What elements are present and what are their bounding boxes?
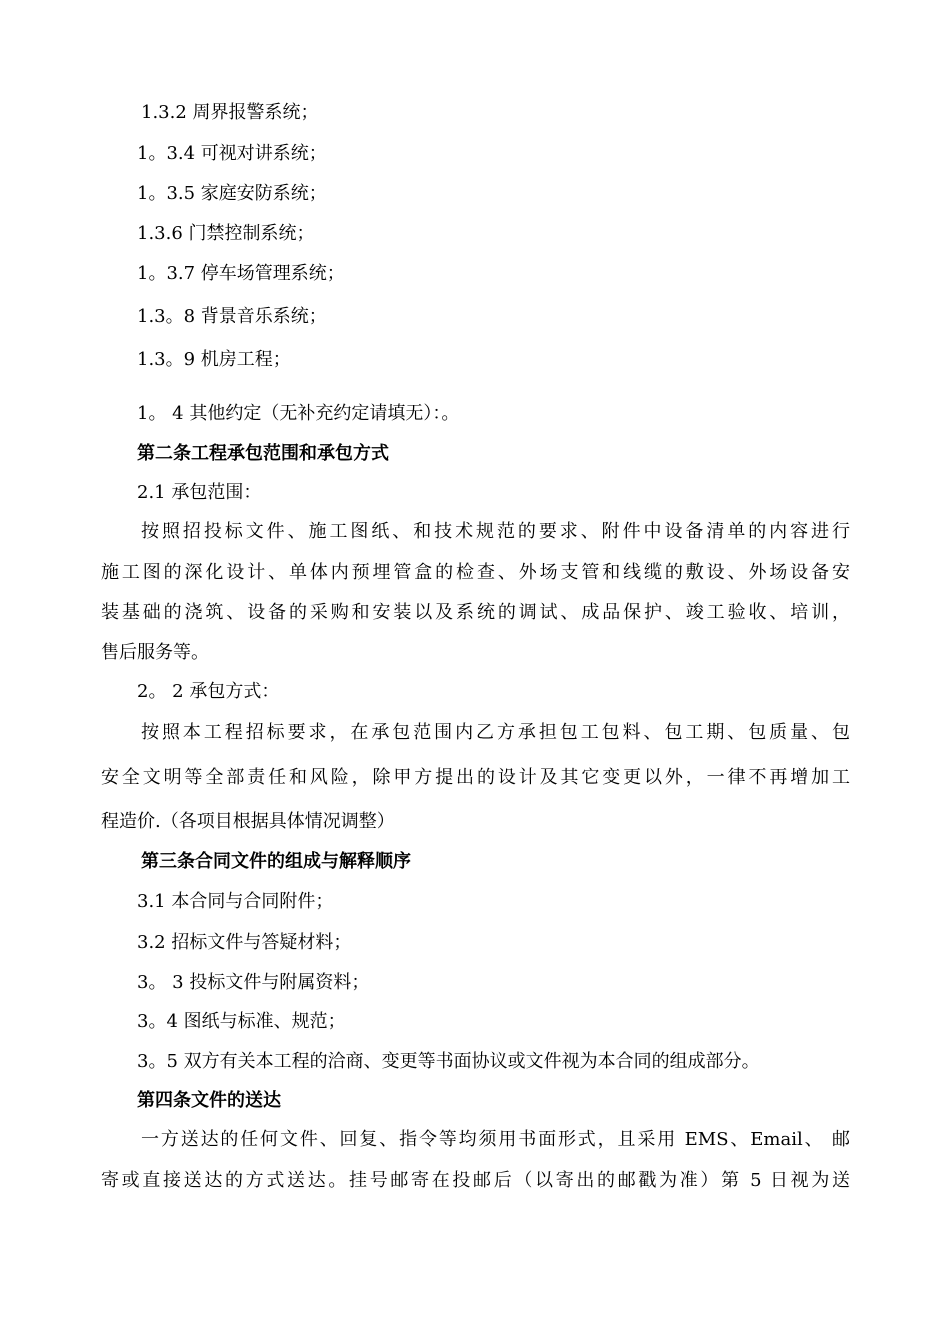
item-3-3: 3。 3 投标文件与附属资料；	[137, 972, 370, 993]
item-1-3-6: 1.3.6 门禁控制系统；	[137, 223, 315, 244]
item-2-1: 2.1 承包范围：	[137, 482, 262, 503]
scope-text-line-3: 装基础的浇筑、设备的采购和安装以及系统的调试、成品保护、竣工验收、培训，	[101, 602, 850, 623]
item-2-2: 2。 2 承包方式：	[137, 681, 280, 702]
contract-mode-line-2: 安全文明等全部责任和风险，除甲方提出的设计及其它变更以外，一律不再增加工	[101, 767, 850, 788]
heading-article-2: 第二条工程承包范围和承包方式	[137, 443, 389, 464]
item-1-4: 1。 4 其他约定（无补充约定请填无）：。	[137, 403, 460, 424]
delivery-text-line-2: 寄或直接送达的方式送达。挂号邮寄在投邮后（以寄出的邮戳为准）第 5 日视为送	[101, 1170, 850, 1191]
contract-mode-line-3: 程造价.（各项目根据具体情况调整）	[101, 811, 395, 832]
item-1-3-5: 1。3.5 家庭安防系统；	[137, 183, 327, 204]
delivery-text-line-1: 一方送达的任何文件、回复、指令等均须用书面形式，且采用 EMS、Email、 邮	[141, 1129, 850, 1150]
heading-article-3: 第三条合同文件的组成与解释顺序	[141, 851, 411, 872]
item-3-2: 3.2 招标文件与答疑材料；	[137, 932, 352, 953]
scope-text-line-1: 按照招投标文件、施工图纸、和技术规范的要求、附件中设备清单的内容进行	[141, 521, 850, 542]
item-1-3-7: 1。3.7 停车场管理系统；	[137, 263, 345, 284]
item-1-3-8: 1.3。8 背景音乐系统；	[137, 306, 327, 327]
contract-mode-line-1: 按照本工程招标要求，在承包范围内乙方承担包工包料、包工期、包质量、包	[141, 722, 850, 743]
item-3-1: 3.1 本合同与合同附件；	[137, 891, 334, 912]
scope-text-line-2: 施工图的深化设计、单体内预埋管盒的检查、外场支管和线缆的敷设、外场设备安	[101, 562, 850, 583]
item-1-3-2: 1.3.2 周界报警系统；	[141, 102, 319, 123]
item-3-5: 3。5 双方有关本工程的洽商、变更等书面协议或文件视为本合同的组成部分。	[137, 1051, 760, 1072]
item-1-3-4: 1。3.4 可视对讲系统；	[137, 143, 327, 164]
heading-article-4: 第四条文件的送达	[137, 1090, 281, 1111]
item-3-4: 3。4 图纸与标准、规范；	[137, 1011, 346, 1032]
item-1-3-9: 1.3。9 机房工程；	[137, 349, 291, 370]
scope-text-line-4: 售后服务等。	[101, 642, 209, 663]
